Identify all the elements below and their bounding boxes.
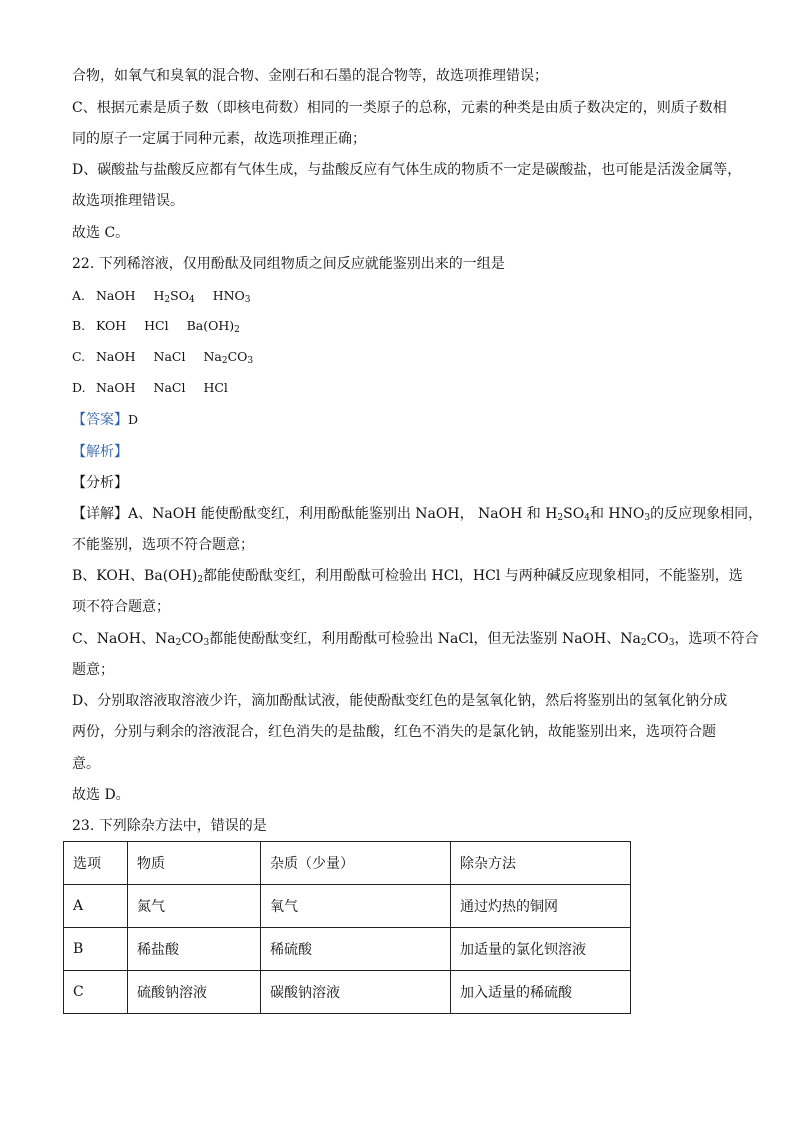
fenxi-tag: 【分析】 [72, 475, 128, 491]
detail-line: 题意； [72, 662, 114, 678]
table-cell: 硫酸钠溶液 [128, 971, 261, 1014]
table-row [64, 885, 631, 928]
formula: NaOH [95, 349, 136, 364]
detail-line: B、KOH、$Ba(OH)_2$都能使酚酞变红，利用酚酞可检验出 HCl，HCl 与两种碱反应现象相同，不能鉴别，选 [72, 568, 743, 585]
detail-line: C、NaOH、$Na_2CO_3$都能使酚酞变红，利用酚酞可检验出 NaCl，但无法鉴别 NaOH、$Na_2CO_3$，选项不符合 [72, 631, 759, 648]
table-cell: 碳酸钠溶液 [261, 971, 451, 1014]
table-header-cell: 除杂方法 [451, 842, 631, 885]
table-cell: 加适量的氯化钡溶液 [451, 928, 631, 971]
table-header-cell: 杂质（少量） [261, 842, 451, 885]
table-cell: C [64, 971, 128, 1014]
option-b [72, 318, 254, 334]
table-cell: 氮气 [128, 885, 261, 928]
table-row [64, 928, 631, 971]
formula: NaOH [95, 288, 136, 303]
analysis-tag: 【解析】 [72, 444, 128, 460]
answer-line [72, 411, 138, 429]
formula: NaCl [153, 349, 186, 364]
option-a [72, 288, 265, 304]
formula: NaOH [95, 380, 136, 395]
table-row [64, 971, 631, 1014]
table-cell: 通过灼热的铜网 [451, 885, 631, 928]
table-cell: 氧气 [261, 885, 451, 928]
formula: $Ba(OH)_2$ [186, 318, 240, 335]
table-cell: B [64, 928, 128, 971]
option-label: A. [72, 288, 86, 303]
table-header-cell: 物质 [128, 842, 261, 885]
text-line: C、根据元素是质子数（即核电荷数）相同的一类原子的总称，元素的种类是由质子数决定的，则质子数相 [72, 100, 727, 116]
option-c [72, 349, 267, 365]
answer-tag: 【答案】 [72, 412, 128, 428]
text-line: 合物，如氧气和臭氧的混合物、金刚石和石墨的混合物等，故选项推理错误； [72, 68, 548, 84]
formula: HCl [203, 380, 228, 395]
option-label: C. [72, 349, 86, 364]
detail-line: 意。 [72, 756, 100, 772]
text-line: 故选 C。 [72, 225, 130, 241]
table-cell: 稀硫酸 [261, 928, 451, 971]
detail-line: 【详解】A、NaOH 能使酚酞变红，利用酚酞能鉴别出 NaOH， NaOH 和 $H_2SO_4$和 $HNO_3$的反应现象相同， [72, 506, 763, 523]
option-d [72, 380, 242, 396]
detail-line: D、分别取溶液取溶液少许，滴加酚酞试液，能使酚酞变红色的是氢氧化钠，然后将鉴别出的氢氧化钠分成 [72, 693, 728, 709]
option-label: B. [72, 318, 86, 333]
text-line: 同的原子一定属于同种元素，故选项推理正确； [72, 131, 366, 147]
formula: NaCl [153, 380, 186, 395]
table-cell: 加入适量的稀硫酸 [451, 971, 631, 1014]
detail-line: 项不符合题意； [72, 599, 170, 615]
table-cell: A [64, 885, 128, 928]
purification-table [63, 841, 631, 1014]
table-header-cell: 选项 [64, 842, 128, 885]
formula: KOH [95, 318, 127, 333]
question-23-stem: 23. 下列除杂方法中，错误的是 [72, 818, 267, 834]
option-label: D. [72, 380, 86, 395]
question-22-stem: 22. 下列稀溶液，仅用酚酞及同组物质之间反应就能鉴别出来的一组是 [72, 256, 505, 272]
detail-line: 不能鉴别，选项不符合题意； [72, 537, 254, 553]
text-line: 故选项推理错误。 [72, 193, 184, 209]
table-header-row [64, 842, 631, 885]
formula: $Na_2CO_3$ [203, 349, 254, 366]
detail-line: 故选 D。 [72, 787, 130, 803]
answer-value: D [128, 412, 139, 427]
formula: HCl [144, 318, 169, 333]
formula: $HNO_3$ [212, 288, 251, 305]
table-cell: 稀盐酸 [128, 928, 261, 971]
detail-line: 两份，分别与剩余的溶液混合，红色消失的是盐酸，红色不消失的是氯化钠，故能鉴别出来，选项符合题 [72, 724, 716, 740]
text-line: D、碳酸盐与盐酸反应都有气体生成，与盐酸反应有气体生成的物质不一定是碳酸盐，也可能是活泼金属等， [72, 162, 742, 178]
formula: $H_2SO_4$ [153, 288, 195, 305]
